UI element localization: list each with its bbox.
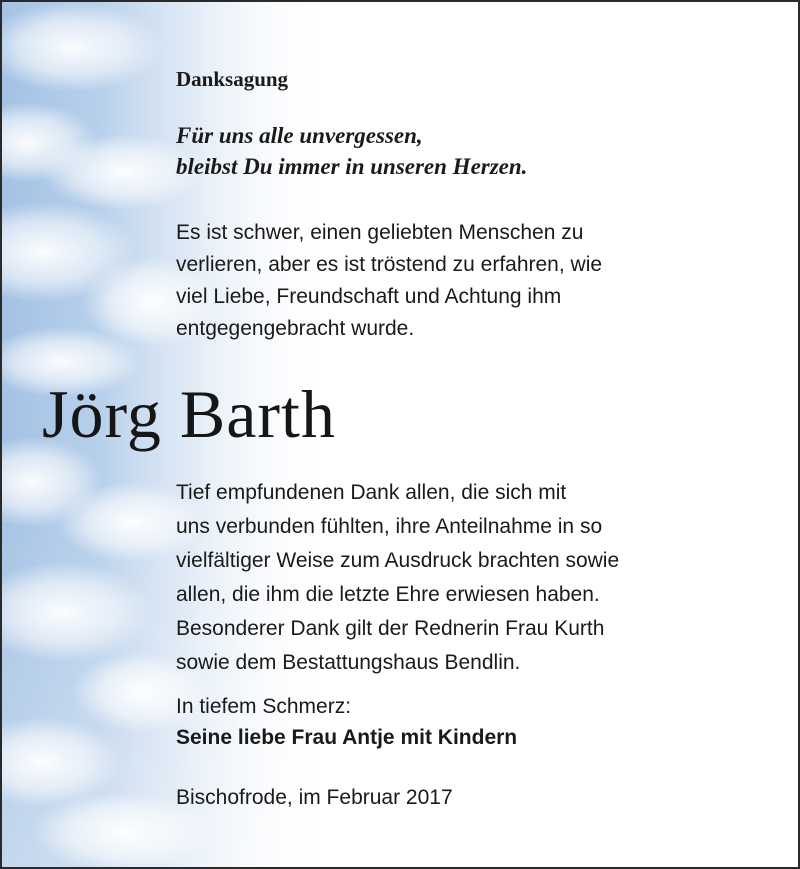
signed-by: Seine liebe Frau Antje mit Kindern (176, 726, 518, 749)
notice-thanks-paragraph: Tief empfundenen Dank allen, die sich mit uns verbunden fühlten, ihre Anteilnahme in so vielfältiger Weise zum Ausdruck brachten sowie allen, die ihm die letzte Ehre erwiesen haben. Besonderer Dank gilt der Rednerin Frau Kurth sowie dem Bestattungshaus Bendlin. (176, 481, 620, 674)
notice-intro-paragraph: Es ist schwer, einen geliebten Menschen zu verlieren, aber es ist tröstend zu erfahren, wie viel Liebe, Freundschaft und Achtung ihm entgegengebracht wurde. (176, 221, 603, 340)
notice-motto: Für uns alle unvergessen, bleibst Du immer in unseren Herzen. (176, 123, 528, 179)
mourning-line: In tiefem Schmerz: (176, 695, 352, 718)
notice-heading: Danksagung (176, 67, 289, 91)
place-and-date: Bischofrode, im Februar 2017 (176, 786, 453, 809)
deceased-name: Jörg Barth (42, 376, 336, 452)
